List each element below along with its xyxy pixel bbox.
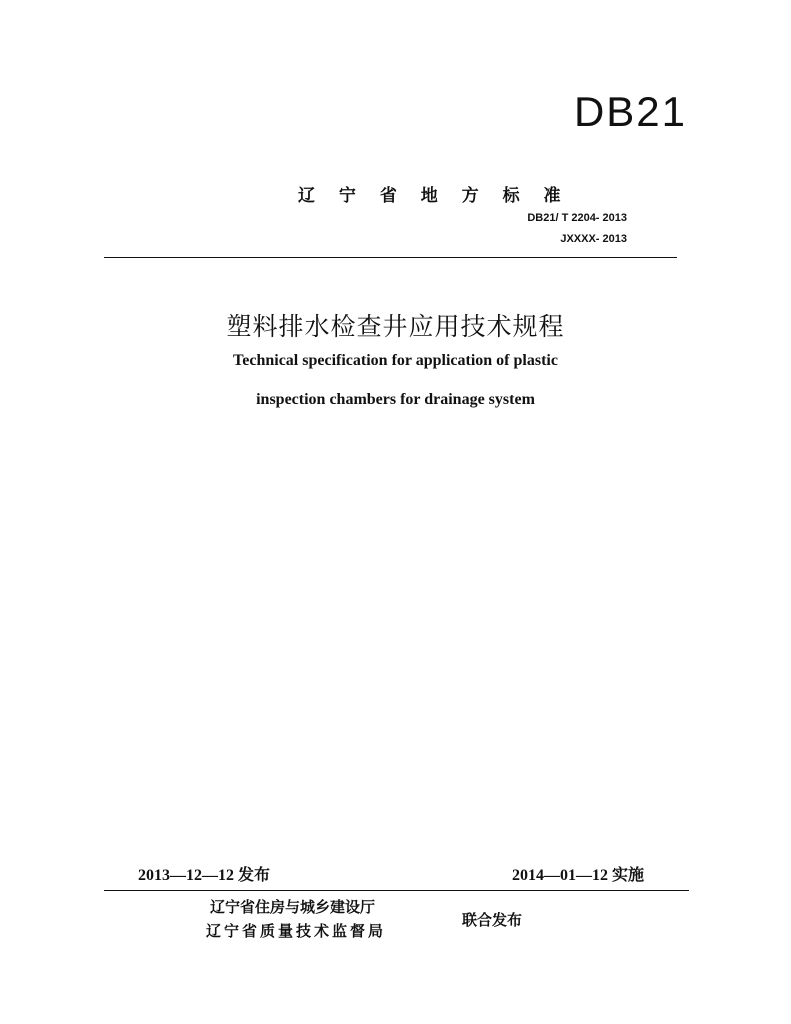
document-title-chinese: 塑料排水检查井应用技术规程 [226, 312, 565, 341]
top-divider [104, 257, 677, 258]
implementation-date: 2014—01—12 实施 [512, 867, 645, 884]
document-title-english-line1: Technical specification for application of plastic [233, 352, 558, 369]
record-number: JXXXX- 2013 [560, 233, 627, 245]
issuer-housing-department: 辽宁省住房与城乡建设厅 [210, 898, 376, 916]
issue-date: 2013—12—12 发布 [138, 867, 271, 884]
standard-number: DB21/ T 2204- 2013 [527, 212, 627, 224]
document-title-english-line2: inspection chambers for drainage system [256, 391, 535, 408]
standard-code-header: DB21 [573, 88, 687, 135]
joint-issue-label: 联合发布 [462, 911, 523, 929]
standard-type-title: 辽 宁 省 地 方 标 准 [298, 186, 570, 206]
bottom-divider [104, 890, 689, 891]
issuer-quality-bureau: 辽宁省质量技术监督局 [206, 922, 387, 940]
